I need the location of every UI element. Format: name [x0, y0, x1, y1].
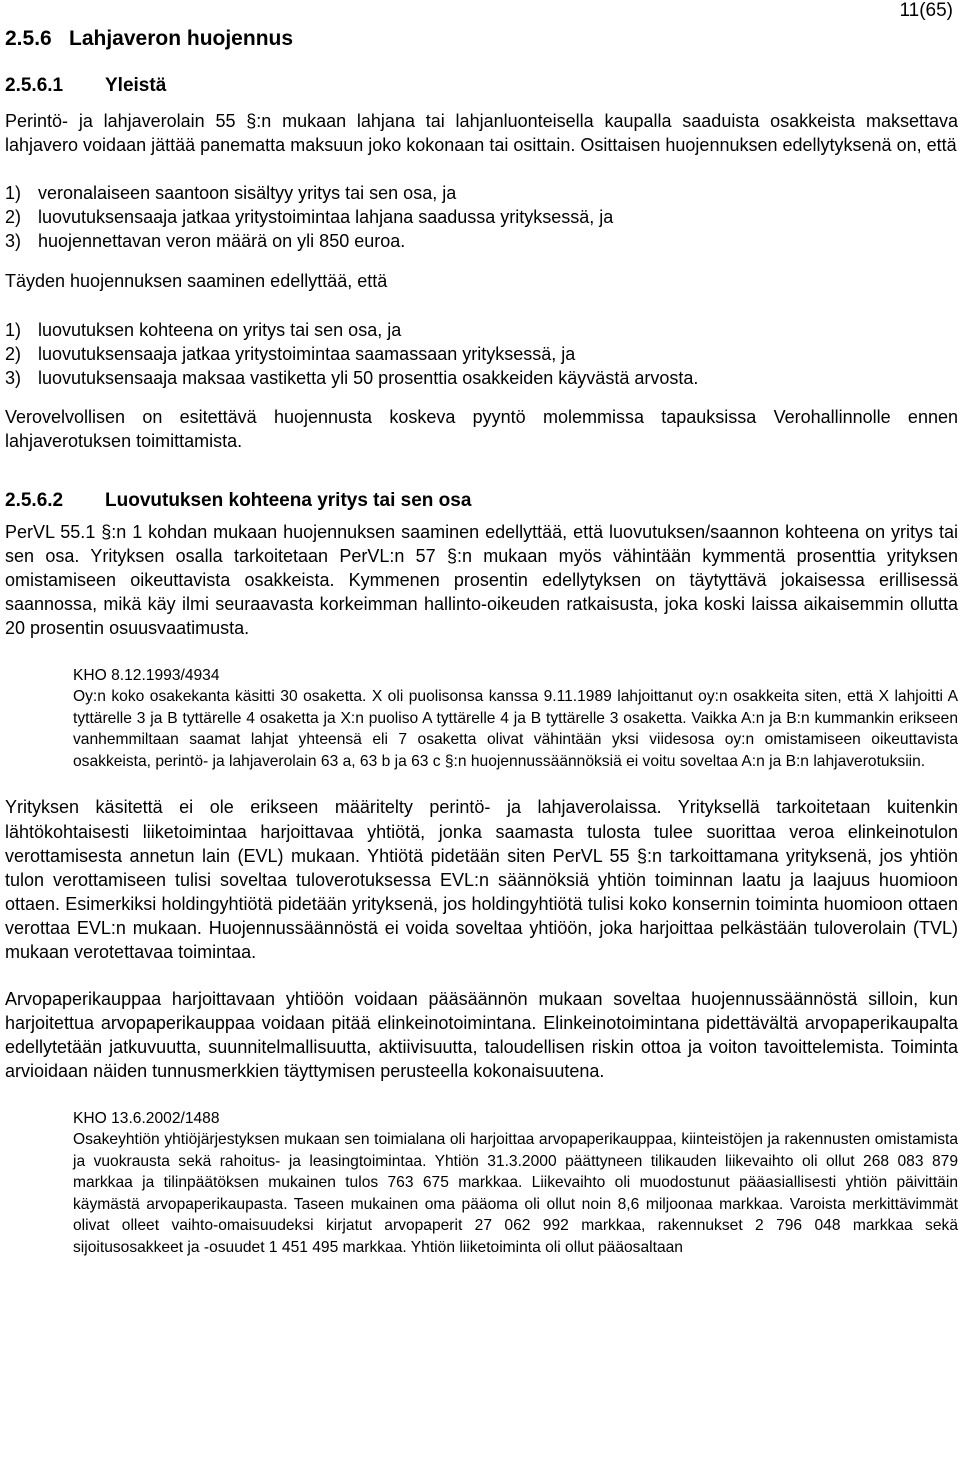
section-heading-2-5-6: [5, 24, 958, 54]
list-item: [5, 342, 958, 366]
paragraph: Arvopaperikauppaa harjoittavaan yhtiöön voidaan pääsäännön mukaan soveltaa huojennussäännöstä silloin, kun harjoitettua arvopaperikauppaa voidaan pitää elinkeinotoimintana. Elinkeinotoimintana pidettävältä arvopaperikaupalta edellytetään jatkuvuutta, suunnitelmallisuutta, aktiivisuutta, taloudellisen riskin ottoa ja voiton tavoittelemista. Toiminta arvioidaan näiden tunnusmerkkien täyttymisen perusteella kokonaisuutena.: [5, 989, 958, 1082]
list-text: luovutuksensaaja jatkaa yritystoimintaa saamassaan yrityksessä, ja: [38, 343, 576, 364]
court-case-block: [73, 1108, 958, 1259]
list-number: 1): [5, 319, 22, 340]
section-heading-2-5-6-1: [5, 73, 958, 99]
list-number: 1): [5, 183, 22, 204]
list-number: 3): [5, 367, 22, 388]
list-text: luovutuksen kohteena on yritys tai sen osa, ja: [38, 319, 402, 340]
intro-paragraph: Perintö- ja lahjaverolain 55 §:n mukaan lahjana tai lahjanluonteisella kaupalla saaduista osakkeista maksettava lahjavero voidaan jättää panematta maksuun joko kokonaan tai osittain. Osittaisen huojennuksen edellytyksenä on, että: [5, 111, 958, 156]
section-title: Luovutuksen kohteena yritys tai sen osa: [105, 490, 472, 512]
list-number: 2): [5, 343, 22, 364]
list-item: [5, 181, 958, 205]
case-reference: KHO 8.12.1993/4934: [73, 666, 220, 684]
page-number: 11(65): [899, 0, 953, 21]
case-text: Osakeyhtiön yhtiöjärjestyksen mukaan sen toimialana oli harjoittaa arvopaperikauppaa, kiinteistöjen ja rakennusten omistamista ja vuokrausta sekä rahoitus- ja leasingtoimintaa. Yhtiön 31.3.2000 päättyneen tilikauden liikevaihto oli ollut 268 083 879 markkaa ja tilinpäätöksen mukainen tulos 763 675 markkaa. Liikevaihto oli muodostunut pääasiallisesti yhtiön päivittäin käymästä arvopaperikaupasta. Taseen mukainen oma pääoma oli ollut noin 8,6 miljoonaa markkaa. Varoista merkittävimmät olivat olleet vaihto-omaisuudeksi kirjatut arvopaperit 27 062 992 markkaa, rakennukset 2 796 048 markkaa sekä sijoitusosakkeet ja -osuudet 1 451 495 markkaa. Yhtiön liiketoiminta oli ollut pääosaltaan: [73, 1131, 958, 1257]
list-text: luovutuksensaaja maksaa vastiketta yli 50 prosenttia osakkeiden käyvästä arvosta.: [38, 367, 699, 388]
list-text: luovutuksensaaja jatkaa yritystoimintaa lahjana saadussa yrityksessä, ja: [38, 207, 614, 228]
list-text: veronalaiseen saantoon sisältyy yritys tai sen osa, ja: [38, 183, 457, 204]
paragraph: Yrityksen käsitettä ei ole erikseen määritelty perintö- ja lahjaverolaissa. Yrityksellä tarkoitetaan kuitenkin lähtökohtaisesti liiketoimintaa harjoittavaa yhtiötä, jonka saamasta tulosta tulee suorittaa veroa elinkeinotulon verottamisesta annetun lain (EVL) mukaan. Yhtiötä pidetään siten PerVL 55 §:n tarkoittamana yrityksenä, jos yhtiön tulon verottamiseen tulisi soveltaa tuloverotuksessa EVL:n säännöksiä yhtiön toiminnan laatu ja laajuus huomioon ottaen. Esimerkiksi holdingyhtiötä pidetään yrityksenä, jos holdingyhtiötä tulisi koko konsernin toiminta huomioon ottaen verottaa EVL:n mukaan. Huojennussäännöstä ei voida soveltaa yhtiöön, joka harjoittaa pelkästään tuloverolain (TVL) mukaan verotettavaa toimintaa.: [5, 797, 958, 963]
section-number: 2.5.6: [5, 27, 52, 50]
request-paragraph: Verovelvollisen on esitettävä huojennusta koskeva pyyntö molemmissa tapauksissa Verohallinnolle ennen lahjaverotuksen toimittamista.: [5, 406, 958, 451]
full-conditions-list: [5, 318, 958, 390]
document-body: [5, 24, 958, 1259]
section-number: 2.5.6.2: [5, 490, 64, 512]
section-number: 2.5.6.1: [5, 75, 64, 96]
court-case-block: [73, 665, 958, 773]
list-item: [5, 229, 958, 253]
case-reference: KHO 13.6.2002/1488: [73, 1109, 220, 1127]
list-item: [5, 205, 958, 229]
section-title: Lahjaveron huojennus: [69, 27, 294, 50]
list-item: [5, 318, 958, 342]
section-heading-2-5-6-2: [5, 488, 958, 514]
list-text: huojennettavan veron määrä on yli 850 euroa.: [38, 231, 406, 252]
list-item: [5, 366, 958, 390]
section-title: Yleistä: [105, 75, 167, 96]
partial-conditions-list: [5, 181, 958, 253]
list-number: 3): [5, 231, 22, 252]
full-relief-intro: Täyden huojennuksen saaminen edellyttää, että: [5, 271, 388, 292]
case-text: Oy:n koko osakekanta käsitti 30 osaketta. X oli puolisonsa kanssa 9.11.1989 lahjoittanut oy:n osakkeita siten, että X lahjoitti A tyttärelle 3 ja B tyttärelle 4 osaketta ja X:n puoliso A tyttärelle 4 ja B tyttärelle 3 osaketta. Vaikka A:n ja B:n kummankin erikseen vanhemmiltaan saamat lahjat yhteensä eli 7 osaketta olivat vähintään yksi viidesosa oy:n omistamiseen oikeuttavista osakkeista, perintö- ja lahjaverolain 63 a, 63 b ja 63 c §:n huojennussäännöksiä ei voitu soveltaa A:n ja B:n lahjaverotuksiin.: [73, 688, 958, 770]
paragraph: PerVL 55.1 §:n 1 kohdan mukaan huojennuksen saaminen edellyttää, että luovutuksen/saannon kohteena on yritys tai sen osa. Yrityksen osalla tarkoitetaan PerVL:n 57 §:n mukaan myös vähintään kymmentä prosenttia yrityksen omistamiseen oikeuttavista osakkeista. Kymmenen prosentin edellytyksen on täytyttävä jokaisessa erillisessä saannossa, mikä käy ilmi seuraavasta korkeimman hallinto-oikeuden ratkaisusta, joka koski laissa aikaisemmin ollutta 20 prosentin osuusvaatimusta.: [5, 522, 958, 639]
list-number: 2): [5, 207, 22, 228]
